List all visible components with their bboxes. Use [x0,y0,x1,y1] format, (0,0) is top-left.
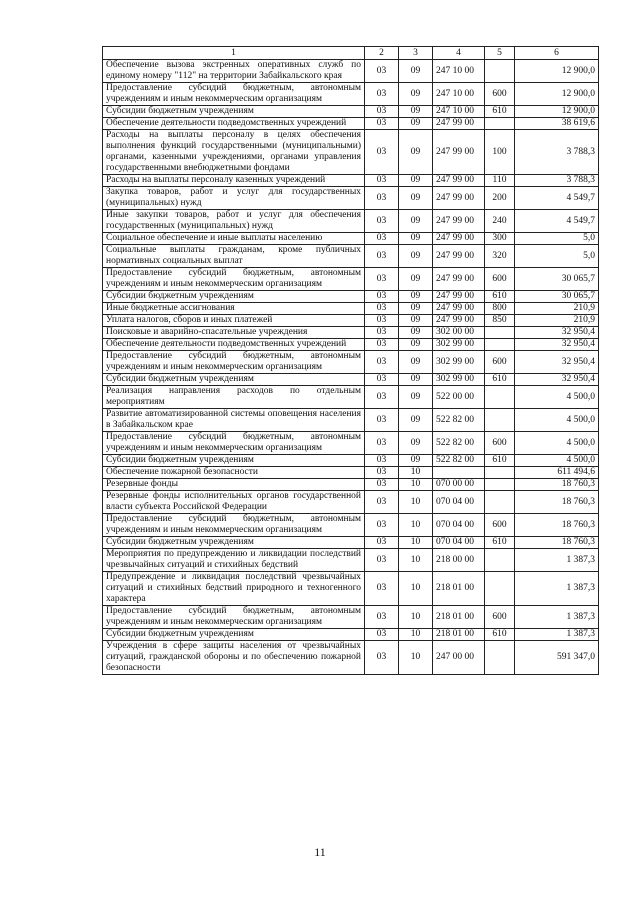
cell-target-article: 218 00 00 [433,549,485,572]
cell-target-article: 302 00 00 [433,327,485,339]
table-row [103,514,599,537]
cell-target-article: 070 04 00 [433,491,485,514]
cell-amount: 32 950,4 [515,327,599,339]
cell-expense-name: Социальные выплаты гражданам, кроме публичных нормативных социальных выплат [103,245,365,268]
cell-subsection: 09 [399,291,433,303]
cell-section: 03 [365,245,399,268]
cell-expense-type: 100 [485,130,515,175]
cell-amount: 4 549,7 [515,210,599,233]
cell-expense-name: Обеспечение вызова экстренных оперативных служб по единому номеру "112" на территории Забайкальского края [103,60,365,83]
cell-target-article: 218 01 00 [433,572,485,606]
cell-target-article: 247 99 00 [433,291,485,303]
cell-amount: 591 347,0 [515,641,599,675]
cell-target-article: 247 00 00 [433,641,485,675]
cell-subsection: 10 [399,537,433,549]
cell-expense-name: Субсидии бюджетным учреждениям [103,106,365,118]
cell-section: 03 [365,641,399,675]
cell-target-article: 247 10 00 [433,83,485,106]
cell-expense-name: Субсидии бюджетным учреждениям [103,374,365,386]
cell-expense-type: 200 [485,187,515,210]
cell-section: 03 [365,175,399,187]
cell-expense-name: Субсидии бюджетным учреждениям [103,629,365,641]
table-row [103,233,599,245]
cell-expense-name: Уплата налогов, сборов и иных платежей [103,315,365,327]
table-row [103,83,599,106]
cell-target-article: 302 99 00 [433,351,485,374]
cell-expense-type [485,641,515,675]
cell-section: 03 [365,291,399,303]
cell-subsection: 09 [399,303,433,315]
cell-target-article: 247 99 00 [433,118,485,130]
cell-subsection: 09 [399,374,433,386]
cell-target-article: 247 99 00 [433,268,485,291]
table-row [103,351,599,374]
cell-section: 03 [365,327,399,339]
cell-target-article: 218 01 00 [433,629,485,641]
cell-target-article: 522 82 00 [433,432,485,455]
cell-section: 03 [365,537,399,549]
cell-subsection: 09 [399,210,433,233]
cell-section: 03 [365,374,399,386]
cell-section: 03 [365,467,399,479]
cell-expense-type [485,118,515,130]
header-cell: 6 [515,47,599,60]
table-body [103,60,599,675]
table-row [103,432,599,455]
cell-expense-type [485,479,515,491]
cell-subsection: 09 [399,339,433,351]
table-row [103,327,599,339]
cell-subsection: 10 [399,572,433,606]
cell-expense-name: Предоставление субсидий бюджетным, автономным учреждениям и иным некоммерческим организациям [103,268,365,291]
cell-target-article: 302 99 00 [433,339,485,351]
cell-section: 03 [365,491,399,514]
cell-amount: 30 065,7 [515,291,599,303]
cell-expense-type: 850 [485,315,515,327]
cell-expense-type: 600 [485,268,515,291]
table-row [103,175,599,187]
table-row [103,572,599,606]
cell-expense-type [485,327,515,339]
table-row [103,291,599,303]
cell-expense-name: Закупка товаров, работ и услуг для государственных (муниципальных) нужд [103,187,365,210]
cell-expense-name: Социальное обеспечение и иные выплаты населению [103,233,365,245]
cell-expense-type [485,409,515,432]
table-row [103,467,599,479]
cell-target-article: 247 99 00 [433,245,485,268]
cell-amount: 4 500,0 [515,432,599,455]
cell-target-article: 070 04 00 [433,514,485,537]
cell-subsection: 10 [399,549,433,572]
cell-section: 03 [365,386,399,409]
cell-section: 03 [365,606,399,629]
cell-expense-name: Учреждения в сфере защиты населения от чрезвычайных ситуаций, гражданской обороны и по обеспечению пожарной безопасности [103,641,365,675]
cell-section: 03 [365,315,399,327]
cell-expense-name: Предоставление субсидий бюджетным, автономным учреждениям и иным некоммерческим организациям [103,351,365,374]
cell-expense-type: 610 [485,374,515,386]
cell-section: 03 [365,339,399,351]
cell-target-article: 522 82 00 [433,455,485,467]
cell-amount: 12 900,0 [515,106,599,118]
cell-section: 03 [365,233,399,245]
cell-expense-name: Расходы на выплаты персоналу казенных учреждений [103,175,365,187]
cell-expense-type: 300 [485,233,515,245]
cell-section: 03 [365,629,399,641]
cell-section: 03 [365,187,399,210]
cell-expense-type: 110 [485,175,515,187]
table-row [103,303,599,315]
cell-subsection: 09 [399,233,433,245]
cell-amount: 210,9 [515,303,599,315]
cell-section: 03 [365,549,399,572]
table-row [103,315,599,327]
table-row [103,455,599,467]
cell-expense-name: Обеспечение деятельности подведомственных учреждений [103,339,365,351]
cell-subsection: 10 [399,514,433,537]
cell-target-article: 247 99 00 [433,210,485,233]
table-row [103,118,599,130]
cell-amount: 4 500,0 [515,409,599,432]
cell-amount: 18 760,3 [515,537,599,549]
table-row [103,374,599,386]
cell-target-article: 247 10 00 [433,106,485,118]
table-row [103,537,599,549]
budget-table [102,46,599,675]
cell-expense-name: Предупреждение и ликвидация последствий чрезвычайных ситуаций и стихийных бедствий природного и техногенного характера [103,572,365,606]
cell-target-article: 070 00 00 [433,479,485,491]
page-number: 11 [314,845,326,859]
cell-amount: 1 387,3 [515,572,599,606]
cell-expense-type: 610 [485,455,515,467]
header-cell: 2 [365,47,399,60]
table-row [103,268,599,291]
cell-target-article: 247 10 00 [433,60,485,83]
cell-subsection: 10 [399,629,433,641]
cell-amount: 1 387,3 [515,549,599,572]
cell-expense-name: Субсидии бюджетным учреждениям [103,291,365,303]
cell-expense-name: Развитие автоматизированной системы оповещения населения в Забайкальском крае [103,409,365,432]
cell-subsection: 09 [399,315,433,327]
cell-amount: 32 950,4 [515,374,599,386]
cell-section: 03 [365,210,399,233]
cell-target-article [433,467,485,479]
cell-subsection: 09 [399,455,433,467]
cell-target-article: 247 99 00 [433,315,485,327]
cell-expense-type: 600 [485,606,515,629]
cell-amount: 12 900,0 [515,60,599,83]
cell-expense-type [485,549,515,572]
header-cell: 3 [399,47,433,60]
cell-subsection: 09 [399,245,433,268]
cell-amount: 210,9 [515,315,599,327]
cell-section: 03 [365,60,399,83]
table-row [103,339,599,351]
header-cell: 4 [433,47,485,60]
cell-expense-type [485,339,515,351]
cell-expense-type: 610 [485,629,515,641]
cell-subsection: 10 [399,641,433,675]
cell-amount: 12 900,0 [515,83,599,106]
cell-section: 03 [365,514,399,537]
table-row [103,130,599,175]
cell-expense-type: 610 [485,537,515,549]
cell-subsection: 09 [399,327,433,339]
table-row [103,409,599,432]
cell-expense-name: Субсидии бюджетным учреждениям [103,455,365,467]
table-row [103,386,599,409]
cell-section: 03 [365,83,399,106]
cell-expense-type: 610 [485,291,515,303]
cell-expense-name: Предоставление субсидий бюджетным, автономным учреждениям и иным некоммерческим организациям [103,432,365,455]
cell-section: 03 [365,409,399,432]
cell-amount: 3 788,3 [515,175,599,187]
cell-amount: 32 950,4 [515,339,599,351]
table-row [103,606,599,629]
cell-target-article: 522 00 00 [433,386,485,409]
cell-section: 03 [365,351,399,374]
cell-target-article: 247 99 00 [433,303,485,315]
cell-amount: 18 760,3 [515,491,599,514]
cell-expense-type [485,572,515,606]
cell-expense-type: 610 [485,106,515,118]
cell-expense-type: 240 [485,210,515,233]
cell-amount: 4 500,0 [515,386,599,409]
cell-expense-name: Мероприятия по предупреждению и ликвидации последствий чрезвычайных ситуаций и стихийных бедствий [103,549,365,572]
cell-amount: 1 387,3 [515,606,599,629]
cell-target-article: 247 99 00 [433,175,485,187]
cell-subsection: 09 [399,187,433,210]
table-row [103,245,599,268]
cell-expense-type [485,60,515,83]
cell-section: 03 [365,268,399,291]
cell-expense-type: 600 [485,351,515,374]
cell-target-article: 247 99 00 [433,130,485,175]
cell-amount: 4 500,0 [515,455,599,467]
cell-amount: 3 788,3 [515,130,599,175]
cell-expense-name: Резервные фонды исполнительных органов государственной власти субъекта Российской Федерации [103,491,365,514]
table-row [103,106,599,118]
cell-subsection: 09 [399,432,433,455]
cell-subsection: 09 [399,175,433,187]
cell-subsection: 09 [399,409,433,432]
table-row [103,210,599,233]
cell-amount: 611 494,6 [515,467,599,479]
cell-expense-name: Обеспечение деятельности подведомственных учреждений [103,118,365,130]
cell-expense-type: 600 [485,83,515,106]
cell-section: 03 [365,432,399,455]
cell-subsection: 10 [399,467,433,479]
cell-target-article: 070 04 00 [433,537,485,549]
cell-expense-type [485,386,515,409]
cell-expense-name: Субсидии бюджетным учреждениям [103,537,365,549]
cell-subsection: 09 [399,386,433,409]
table-row [103,491,599,514]
cell-amount: 5,0 [515,245,599,268]
cell-subsection: 09 [399,130,433,175]
cell-amount: 1 387,3 [515,629,599,641]
cell-amount: 18 760,3 [515,479,599,491]
cell-expense-type [485,491,515,514]
cell-expense-name: Обеспечение пожарной безопасности [103,467,365,479]
cell-subsection: 09 [399,106,433,118]
table-row [103,549,599,572]
cell-expense-type [485,467,515,479]
cell-expense-name: Резервные фонды [103,479,365,491]
cell-amount: 4 549,7 [515,187,599,210]
cell-section: 03 [365,130,399,175]
cell-subsection: 10 [399,491,433,514]
cell-target-article: 302 99 00 [433,374,485,386]
cell-subsection: 10 [399,479,433,491]
cell-subsection: 09 [399,268,433,291]
header-row [103,47,599,60]
table-row [103,479,599,491]
table-row [103,629,599,641]
cell-expense-name: Иные закупки товаров, работ и услуг для обеспечения государственных (муниципальных) нужд [103,210,365,233]
cell-target-article: 522 82 00 [433,409,485,432]
cell-subsection: 10 [399,606,433,629]
cell-target-article: 247 99 00 [433,233,485,245]
cell-amount: 32 950,4 [515,351,599,374]
cell-section: 03 [365,572,399,606]
cell-expense-name: Иные бюджетные ассигнования [103,303,365,315]
cell-target-article: 247 99 00 [433,187,485,210]
cell-expense-type: 800 [485,303,515,315]
header-cell: 1 [103,47,365,60]
table-row [103,60,599,83]
cell-expense-name: Предоставление субсидий бюджетным, автономным учреждениям и иным некоммерческим организациям [103,606,365,629]
cell-section: 03 [365,303,399,315]
cell-section: 03 [365,118,399,130]
cell-expense-type: 600 [485,432,515,455]
cell-target-article: 218 01 00 [433,606,485,629]
cell-expense-name: Предоставление субсидий бюджетным, автономным учреждениям и иным некоммерческим организациям [103,83,365,106]
cell-section: 03 [365,106,399,118]
cell-expense-name: Поисковые и аварийно-спасательные учреждения [103,327,365,339]
cell-expense-type: 600 [485,514,515,537]
table-row [103,641,599,675]
cell-expense-name: Предоставление субсидий бюджетным, автономным учреждениям и иным некоммерческим организациям [103,514,365,537]
cell-expense-name: Реализация направления расходов по отдельным мероприятиям [103,386,365,409]
cell-amount: 38 619,6 [515,118,599,130]
cell-amount: 5,0 [515,233,599,245]
cell-expense-type: 320 [485,245,515,268]
cell-section: 03 [365,455,399,467]
cell-subsection: 09 [399,83,433,106]
cell-section: 03 [365,479,399,491]
cell-subsection: 09 [399,118,433,130]
table-row [103,187,599,210]
cell-amount: 18 760,3 [515,514,599,537]
cell-amount: 30 065,7 [515,268,599,291]
cell-subsection: 09 [399,60,433,83]
header-cell: 5 [485,47,515,60]
cell-expense-name: Расходы на выплаты персоналу в целях обеспечения выполнения функций государственными (муниципальными) органами, казенными учреждениями, органами управления государственными внебюджетными фондами [103,130,365,175]
cell-subsection: 09 [399,351,433,374]
